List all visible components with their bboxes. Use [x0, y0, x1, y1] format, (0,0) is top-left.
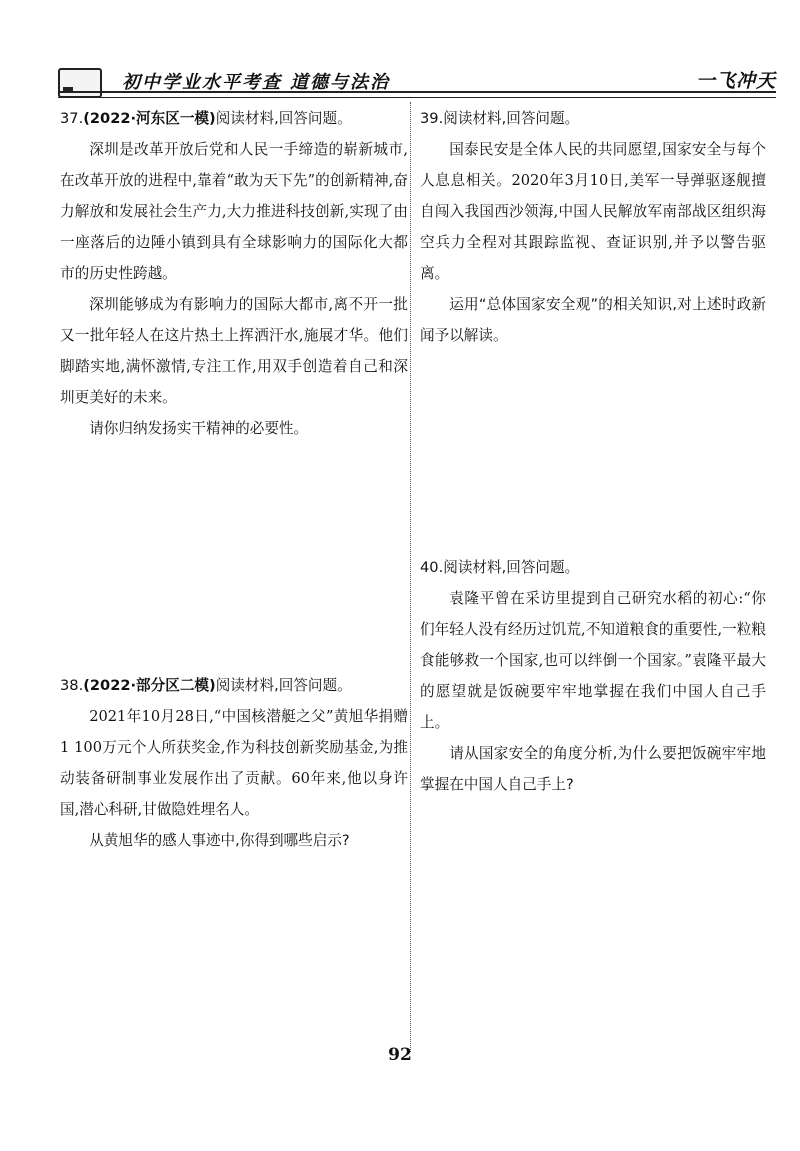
brand-name: 一飞冲天 [695, 70, 776, 92]
question-number: 38. [60, 677, 84, 694]
material-paragraph: 2021年10月28日,“中国核潜艇之父”黄旭华捐赠1 100万元个人所获奖金,作为科技创新奖励基金,为推动装备研制事业发展作出了贡献。60年来,他以身许国,潜心科研,甘做隐姓埋名人。 [60, 708, 408, 818]
question-prompt: 请从国家安全的角度分析,为什么要把饭碗牢牢地掌握在中国人自己手上? [420, 745, 766, 793]
question-instruction: 阅读材料,回答问题。 [443, 559, 580, 576]
page-header [58, 62, 776, 98]
question-heading [60, 103, 408, 134]
material-paragraph: 国泰民安是全体人民的共同愿望,国家安全与每个人息息相关。2020年3月10日,美军一导弹驱逐舰擅自闯入我国西沙领海,中国人民解放军南部战区组织海空兵力全程对其跟踪监视、查证识别,并予以警告驱离。 [420, 141, 766, 282]
material-paragraph: 深圳是改革开放后党和人民一手缔造的崭新城市,在改革开放的进程中,靠着“敢为天下先”的创新精神,奋力解放和发展社会生产力,大力推进科技创新,实现了由一座落后的边陲小镇到具有全球影响力的国际化大都市的历史性跨越。 [60, 141, 408, 282]
question-instruction: 阅读材料,回答问题。 [215, 110, 352, 127]
question-heading [420, 103, 766, 134]
question-40 [420, 552, 766, 800]
question-number: 37. [60, 110, 84, 127]
question-prompt: 请你归纳发扬实干精神的必要性。 [89, 420, 309, 437]
book-title: 初中学业水平考查 [122, 72, 282, 93]
material-paragraph: 袁隆平曾在采访里提到自己研究水稻的初心:“你们年轻人没有经历过饥荒,不知道粮食的重要性,一粒粮食能够救一个国家,也可以绊倒一个国家。”袁隆平最大的愿望就是饭碗要牢牢地掌握在我们中国人自己手上。 [420, 590, 766, 731]
question-heading [420, 552, 766, 583]
question-number: 39. [420, 110, 444, 127]
question-38 [60, 670, 408, 856]
column-divider [410, 102, 411, 1052]
question-37 [60, 103, 408, 444]
question-source: (2022·河东区一模) [83, 110, 216, 127]
question-prompt: 运用“总体国家安全观”的相关知识,对上述时政新闻予以解读。 [420, 296, 766, 344]
header-rule [58, 91, 776, 98]
question-heading [60, 670, 408, 701]
question-39 [420, 103, 766, 351]
material-paragraph: 深圳能够成为有影响力的国际大都市,离不开一批又一批年轻人在这片热土上挥洒汗水,施展才华。他们脚踏实地,满怀激情,专注工作,用双手创造着自己和深圳更美好的未来。 [60, 296, 408, 406]
question-instruction: 阅读材料,回答问题。 [443, 110, 580, 127]
question-number: 40. [420, 559, 444, 576]
question-source: (2022·部分区二模) [83, 677, 216, 694]
subject-title: 道德与法治 [290, 72, 390, 93]
question-prompt: 从黄旭华的感人事迹中,你得到哪些启示? [89, 832, 350, 849]
page-number: 92 [388, 1045, 412, 1065]
question-instruction: 阅读材料,回答问题。 [215, 677, 352, 694]
